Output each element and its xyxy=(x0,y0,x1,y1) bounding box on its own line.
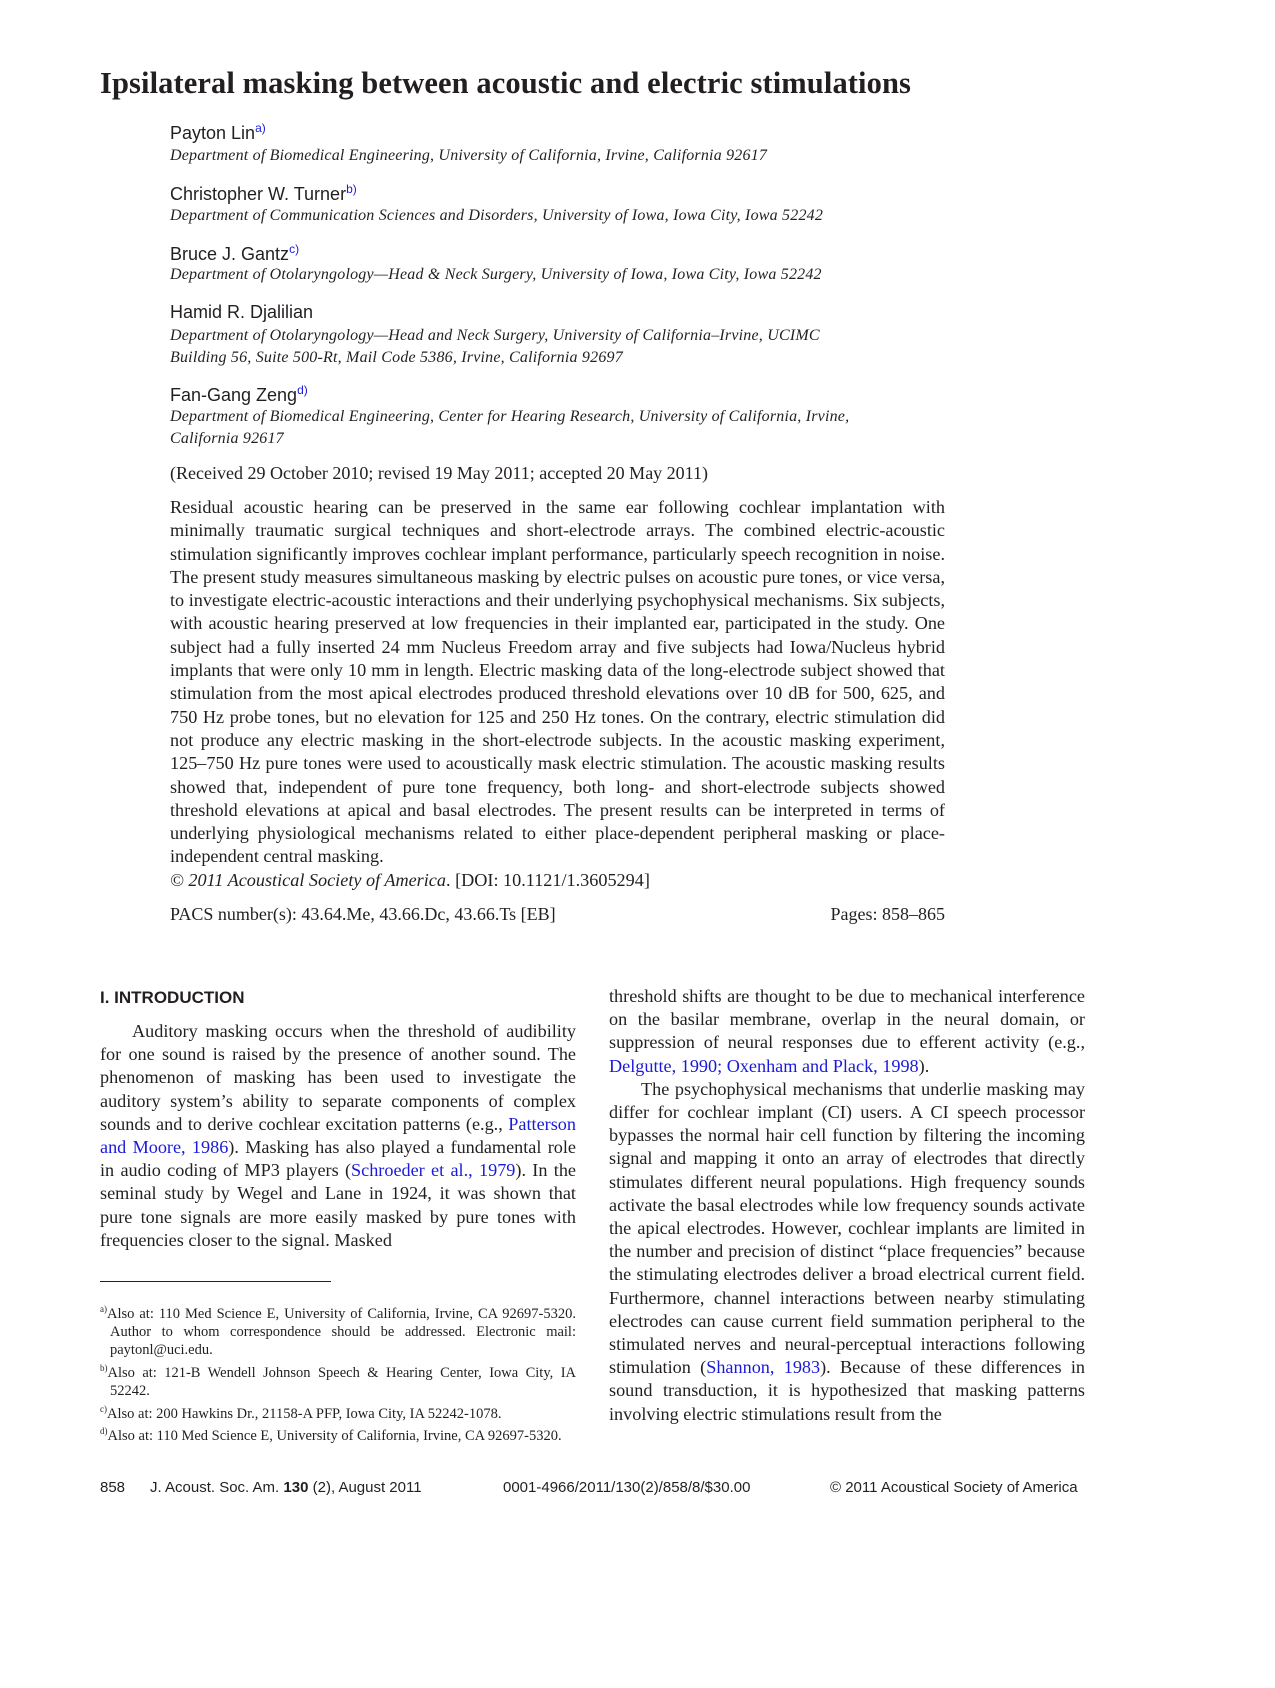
paragraph xyxy=(609,1078,1085,1426)
abstract xyxy=(170,496,945,892)
journal-citation xyxy=(150,1479,422,1496)
footnote xyxy=(100,1400,576,1423)
author-name xyxy=(170,242,299,265)
footnote-link[interactable]: d) xyxy=(297,383,308,397)
text: The psychophysical mechanisms that underlie masking may differ for cochlear implant (CI) users. A CI speech processor bypasses the normal hair cell function by filtering the incoming signal and mapping it onto an array of electrodes that directly stimulates different neural populations. High frequency sounds activate the basal electrodes while low frequency sounds activate the apical electrodes. However, cochlear implants are limited in the number and precision of distinct “place frequencies” because the stimulating electrodes deliver a broad electrical current field. Furthermore, channel interactions between nearby stimulating electrodes can cause current field summation peripheral to the stimulated nerves and neural-perceptual interactions following stimulation ( xyxy=(609,1078,1085,1378)
author-affiliation: Department of Otolaryngology—Head & Neck Surgery, University of Iowa, Iowa City, Iowa 52242 xyxy=(170,266,822,283)
footnote-text: Also at: 110 Med Science E, University of California, Irvine, CA 92697-5320. xyxy=(107,1428,562,1445)
footnote xyxy=(100,1422,576,1445)
citation-link[interactable]: Patterson and Moore, 1986 xyxy=(100,1113,576,1158)
author-affiliation: Department of Biomedical Engineering, University of California, Irvine, California 92617 xyxy=(170,147,768,164)
citation-link[interactable]: Delgutte, 1990; Oxenham and Plack, 1998 xyxy=(609,1055,919,1076)
author-name xyxy=(170,182,357,205)
footnote-link[interactable]: c) xyxy=(289,242,300,256)
author-name-text: Payton Lin xyxy=(170,123,256,143)
footer-copyright: © 2011 Acoustical Society of America xyxy=(830,1479,1078,1496)
text: ). xyxy=(918,1055,930,1076)
journal-volume: 130 xyxy=(283,1479,309,1496)
citation-link[interactable]: Shannon, 1983 xyxy=(706,1357,821,1378)
section-heading: I. INTRODUCTION xyxy=(100,988,245,1007)
abstract-text: Residual acoustic hearing can be preserved in the same ear following cochlear implantation with minimally traumatic surgical techniques and short-electrode arrays. The combined electric-acoustic stimulation significantly improves cochlear implant performance, particularly speech recognition in noise. The present study measures simultaneous masking by electric pulses on acoustic pure tones, or vice versa, to investigate electric-acoustic interactions and their underlying psychophysical mechanisms. Six subjects, with acoustic hearing preserved at low frequencies in their implanted ear, participated in the study. One subject had a fully inserted 24 mm Nucleus Freedom array and five subjects had Iowa/Nucleus hybrid implants that were only 10 mm in length. Electric masking data of the long-electrode subject showed that stimulation from the most apical electrodes produced threshold elevations over 10 dB for 500, 625, and 750 Hz probe tones, but no elevation for 125 and 250 Hz tones. On the contrary, electric stimulation did not produce any electric masking in the short-electrode subjects. In the acoustic masking experiment, 125–750 Hz pure tones were used to acoustically mask electric stimulation. The acoustic masking results showed that, independent of pure tone frequency, both long- and short-electrode subjects showed threshold elevations at apical and basal electrodes. The present results can be interpreted in terms of underlying physiological mechanisms related to either place-dependent peripheral masking or place-independent central masking. xyxy=(170,497,945,867)
journal-issue: (2), August 2011 xyxy=(308,1479,422,1496)
author-affiliation: Department of Biomedical Engineering, Center for Hearing Research, University of California, Irvine, California 92617 xyxy=(170,408,850,447)
text: ). Because of these differences in sound transduction, it is hypothesized that masking patterns involving electric stimulations result from the xyxy=(609,1357,1086,1424)
author-name-text: Hamid R. Djalilian xyxy=(170,302,314,322)
page-number: 858 xyxy=(100,1479,126,1496)
paragraph xyxy=(100,1020,576,1252)
author-name-text: Bruce J. Gantz xyxy=(170,244,290,264)
footnote xyxy=(100,1300,576,1359)
footnote-mark: b) xyxy=(100,1362,108,1373)
text: ). In the seminal study by Wegel and Lane in 1924, it was shown that pure tone signals are more easily masked by pure tones with frequencies closer to the signal. Masked xyxy=(100,1160,576,1250)
journal-name: J. Acoust. Soc. Am. xyxy=(150,1479,280,1496)
footnote xyxy=(100,1359,576,1400)
author-name xyxy=(170,383,308,406)
article-code: 0001-4966/2011/130(2)/858/8/$30.00 xyxy=(503,1479,751,1496)
author-affiliation: Department of Otolaryngology—Head and Neck Surgery, University of California–Irvine, UCIMC Building 56, Suite 500-Rt, Mail Code 5386, Irvine, California 92697 xyxy=(170,327,820,366)
footnote-text: Also at: 110 Med Science E, University of California, Irvine, CA 92697-5320. Author to whom correspondence should be addressed. Electronic mail: paytonl@uci.edu. xyxy=(107,1305,576,1358)
footnote-text: Also at: 121-B Wendell Johnson Speech & Hearing Center, Iowa City, IA 52242. xyxy=(107,1364,576,1399)
paragraph xyxy=(609,985,1085,1078)
copyright-line: © 2011 Acoustical Society of America xyxy=(170,869,446,890)
footnote-mark: a) xyxy=(100,1304,107,1314)
received-dates: (Received 29 October 2010; revised 19 May 2011; accepted 20 May 2011) xyxy=(170,463,709,483)
footnote-text: Also at: 200 Hawkins Dr., 21158-A PFP, Iowa City, IA 52242-1078. xyxy=(107,1405,502,1422)
author-affiliation: Department of Communication Sciences and Disorders, University of Iowa, Iowa City, Iowa 52242 xyxy=(170,207,824,224)
footnote-mark: c) xyxy=(100,1403,107,1414)
text: threshold shifts are thought to be due to mechanical interference on the basilar membrane, overlap in the neural domain, or suppression of neural responses due to efferent activity (e.g., xyxy=(609,986,1085,1053)
footnote-divider xyxy=(100,1281,331,1282)
footnote-link[interactable]: a) xyxy=(255,121,266,135)
text: ). Masking has also played a fundamental role in audio coding of MP3 players ( xyxy=(100,1137,577,1181)
author-name-text: Fan-Gang Zeng xyxy=(170,385,298,405)
pacs-numbers: PACS number(s): 43.64.Me, 43.66.Dc, 43.66.Ts [EB] xyxy=(170,904,556,924)
author-name xyxy=(170,302,313,323)
footnote-mark: d) xyxy=(100,1426,108,1437)
author-name xyxy=(170,121,266,144)
footnotes xyxy=(100,1300,576,1445)
page-range: Pages: 858–865 xyxy=(830,904,945,924)
right-column xyxy=(609,985,1085,1426)
left-column xyxy=(100,1020,576,1252)
author-name-text: Christopher W. Turner xyxy=(170,184,347,204)
paper-title: Ipsilateral masking between acoustic and electric stimulations xyxy=(100,66,912,100)
footnote-link[interactable]: b) xyxy=(346,182,357,196)
citation-link[interactable]: Schroeder et al., 1979 xyxy=(351,1160,516,1181)
pacs-row xyxy=(170,904,945,925)
text: Auditory masking occurs when the threshold of audibility for one sound is raised by the presence of another sound. The phenomenon of masking has been used to investigate the auditory system’s ability to separate components of complex sounds and to derive cochlear excitation patterns (e.g., xyxy=(100,1021,576,1134)
doi: . [DOI: 10.1121/1.3605294] xyxy=(445,869,650,890)
